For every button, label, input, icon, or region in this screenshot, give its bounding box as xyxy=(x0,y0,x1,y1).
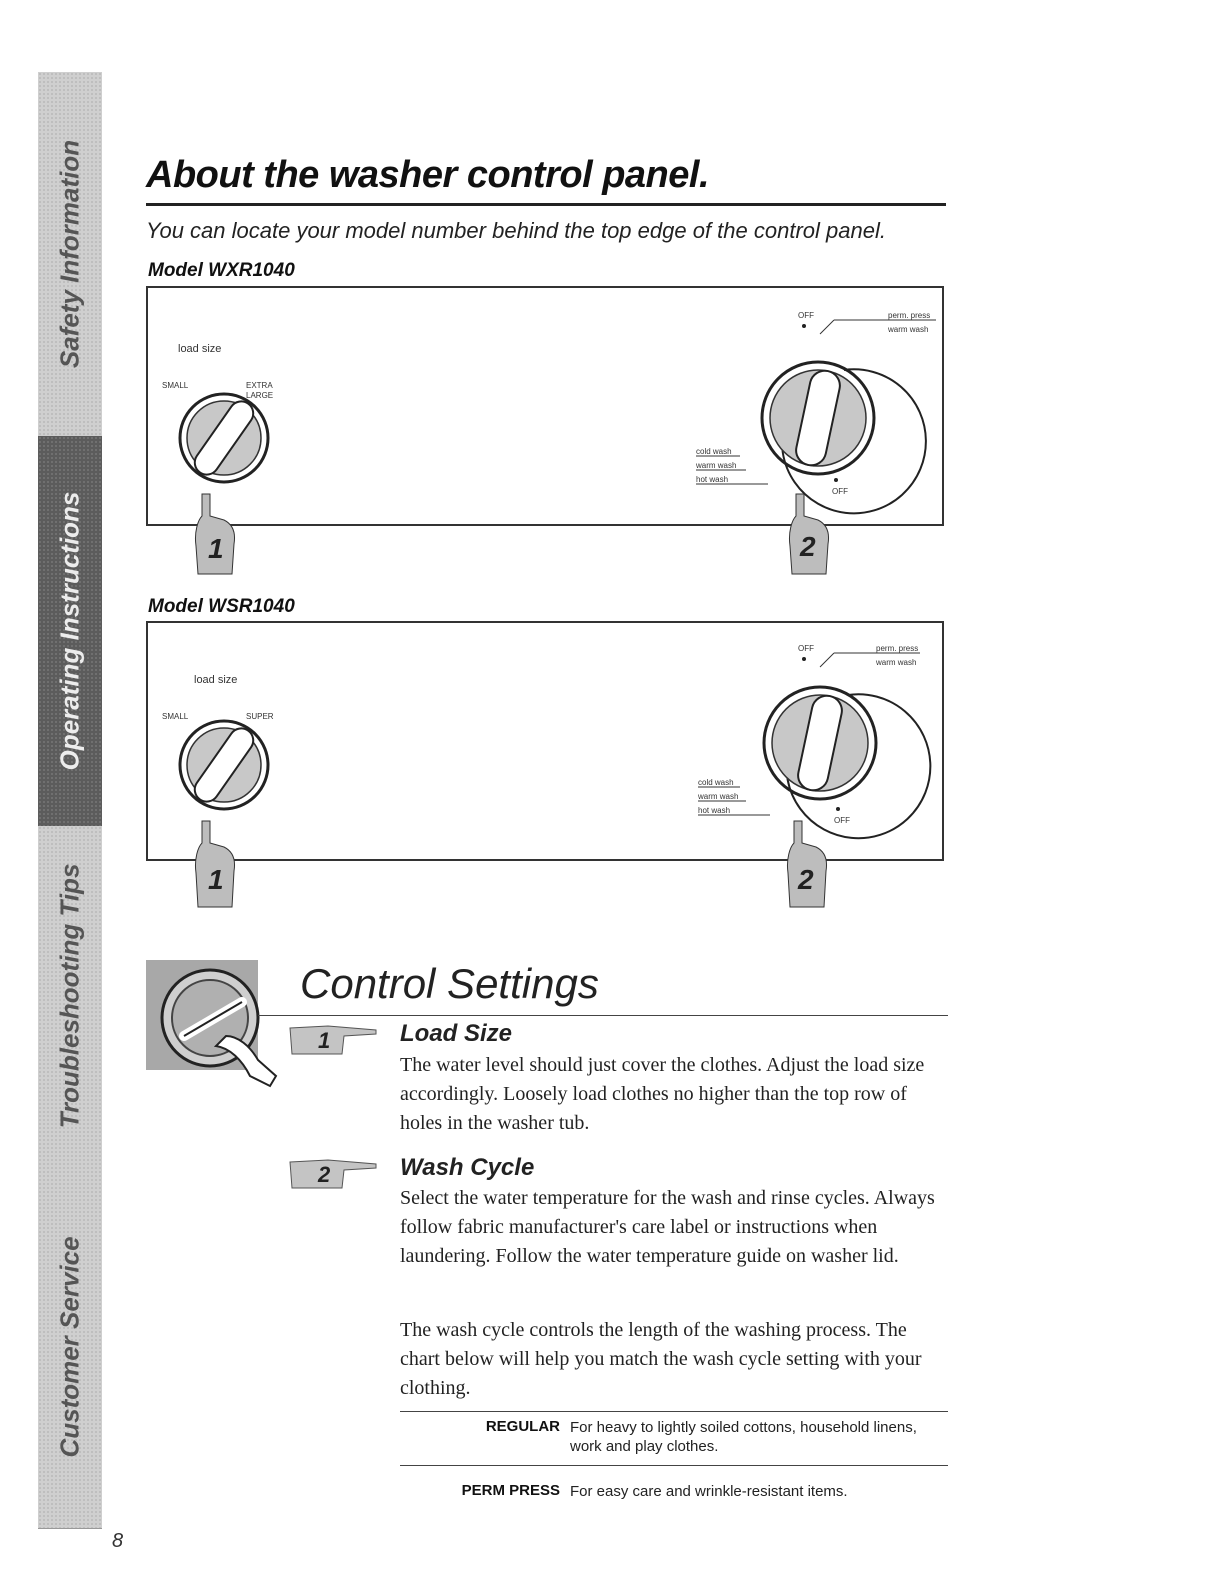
cycle-name-perm-press: PERM PRESS xyxy=(461,1482,560,1499)
cycle-off-top-label: OFF xyxy=(798,644,814,653)
control-dial-hand-icon xyxy=(146,936,292,1096)
cycle-desc-perm-press: For easy care and wrinkle-resistant items. xyxy=(570,1483,848,1500)
control-panel-diagram-2 xyxy=(148,623,946,923)
cycle-desc-regular: For heavy to lightly soiled cottons, household linens, work and play clothes. xyxy=(570,1419,917,1455)
control-panel-diagram-1 xyxy=(148,288,946,588)
pointing-hand-icon xyxy=(288,1020,378,1060)
cycle-top-label-2: warm wash xyxy=(876,658,917,667)
pointing-hand-icon-2 xyxy=(787,821,826,907)
cycle-off-top-label: OFF xyxy=(798,311,814,320)
cycle-top-label-2: warm wash xyxy=(888,325,929,334)
cycle-left-label-2: warm wash xyxy=(696,461,737,470)
title-divider xyxy=(146,203,946,206)
load-size-label: load size xyxy=(194,674,238,686)
tab-operating-instructions[interactable]: Operating Instructions xyxy=(38,436,102,827)
load-size-heading: Load Size xyxy=(400,1020,513,1047)
tab-customer-service[interactable]: Customer Service xyxy=(38,1166,102,1529)
wash-cycle-text-2: The wash cycle controls the length of the washing process. The chart below will help you match the wash cycle setting with your clothing. xyxy=(400,1319,922,1399)
wash-cycle-text-1: Select the water temperature for the wash and rinse cycles. Always follow fabric manufacturer's care label or instructions when laundering. Follow the water temperature guide on washer lid. xyxy=(400,1187,935,1267)
cycle-top-label-1: perm. press xyxy=(876,644,919,653)
cycle-name-regular: REGULAR xyxy=(485,1418,560,1435)
page-number: 8 xyxy=(112,1530,124,1552)
cycle-left-label-1: cold wash xyxy=(696,447,732,456)
pointing-hand-icon-1 xyxy=(195,494,234,574)
load-max-label-1: SUPER xyxy=(246,712,274,721)
pointing-hand-icon xyxy=(288,1154,378,1194)
cycle-left-label-2: warm wash xyxy=(698,792,739,801)
callout-number-2: 2 xyxy=(800,531,816,562)
cycle-left-label-3: hot wash xyxy=(698,806,731,815)
tab-safety-information[interactable]: Safety Information xyxy=(38,72,102,437)
control-panel-model-2 xyxy=(146,621,944,895)
section-number-2: 2 xyxy=(318,1162,331,1187)
tab-troubleshooting-tips[interactable]: Troubleshooting Tips xyxy=(38,826,102,1167)
load-size-dial[interactable] xyxy=(180,721,268,809)
load-size-dial[interactable] xyxy=(180,394,268,482)
control-settings-title: Control Settings xyxy=(300,960,599,1007)
callout-number-2: 2 xyxy=(798,864,814,895)
callout-number-1: 1 xyxy=(208,864,224,895)
page-title: About the washer control panel. xyxy=(146,154,709,196)
cycle-off-bottom-label: OFF xyxy=(832,487,848,496)
sidebar-tabs xyxy=(38,72,102,1528)
section-number-1: 1 xyxy=(318,1028,331,1053)
cycle-off-bottom-label: OFF xyxy=(834,816,850,825)
pointing-hand-icon-1 xyxy=(195,821,234,907)
wash-cycle-heading: Wash Cycle xyxy=(400,1154,535,1181)
load-min-label: SMALL xyxy=(162,381,189,390)
wash-cycle-dial[interactable] xyxy=(762,362,874,474)
cycle-chart-divider xyxy=(400,1465,948,1466)
callout-number-1: 1 xyxy=(208,533,224,564)
load-size-text: The water level should just cover the clothes. Adjust the load size accordingly. Loosely load clothes no higher than the top row of holes in the washer tub. xyxy=(400,1054,925,1134)
load-size-label: load size xyxy=(178,343,222,355)
load-max-label-2: LARGE xyxy=(246,391,274,400)
model-label-2: Model WSR1040 xyxy=(148,596,295,617)
cycle-left-label-1: cold wash xyxy=(698,778,734,787)
control-settings-divider xyxy=(258,1015,948,1016)
cycle-left-label-3: hot wash xyxy=(696,475,729,484)
cycle-chart-divider xyxy=(400,1411,948,1412)
wash-cycle-dial[interactable] xyxy=(764,687,876,799)
load-min-label: SMALL xyxy=(162,712,189,721)
load-max-label-1: EXTRA xyxy=(246,381,273,390)
model-label-1: Model WXR1040 xyxy=(148,260,295,281)
page-subtitle: You can locate your model number behind the top edge of the control panel. xyxy=(146,218,886,243)
cycle-top-label-1: perm. press xyxy=(888,311,931,320)
control-panel-model-1 xyxy=(146,286,944,564)
